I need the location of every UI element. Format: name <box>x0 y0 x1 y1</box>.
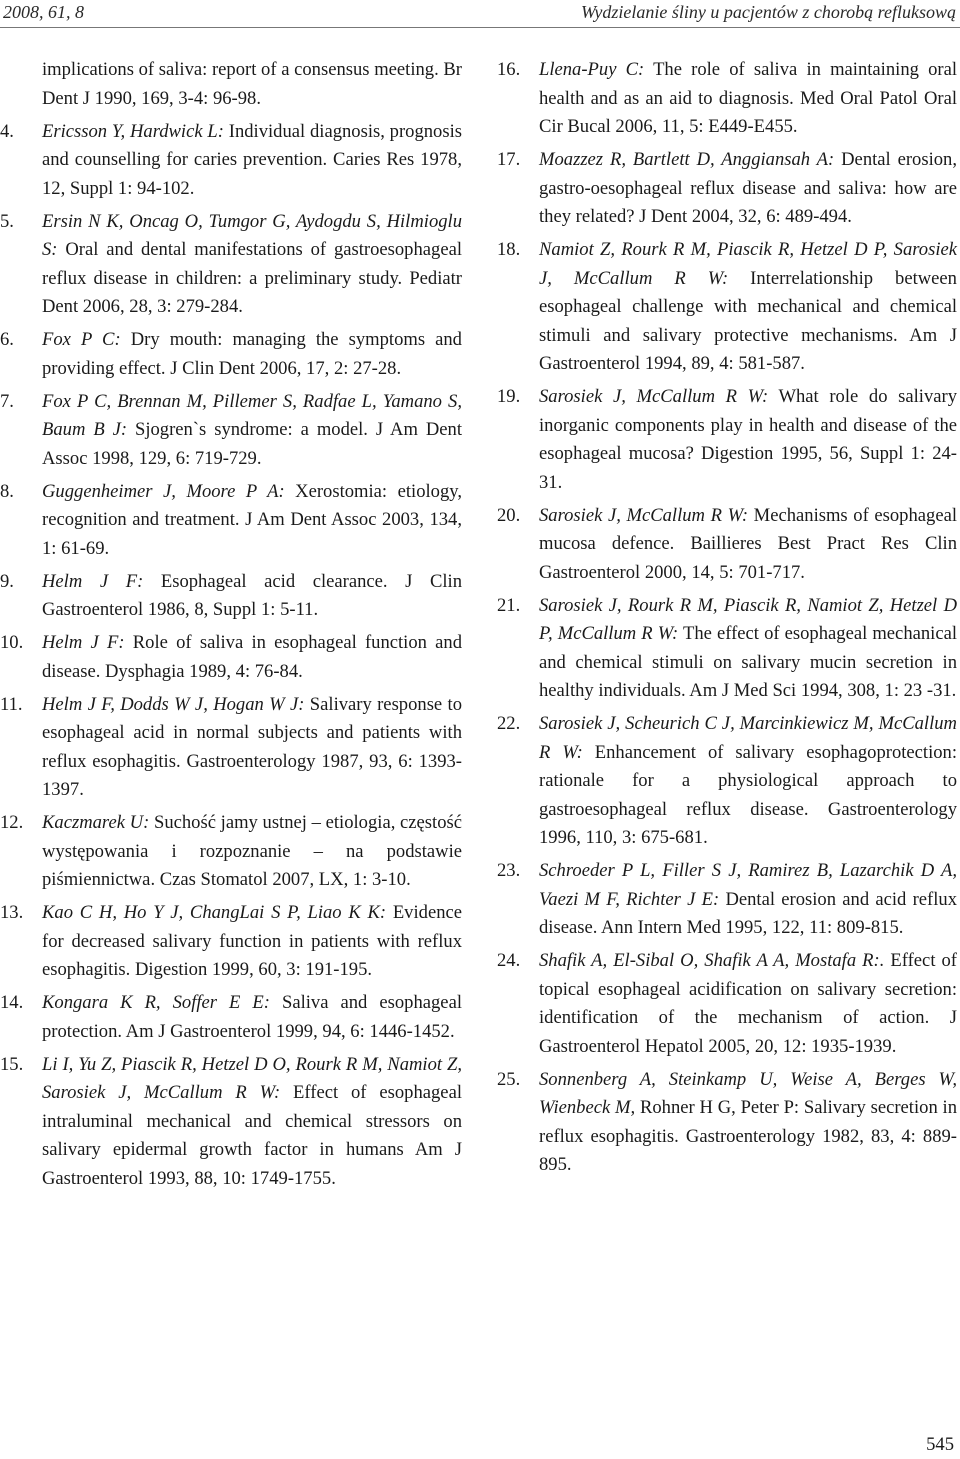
reference-details: Sjogren`s syndrome: a model. J Am Dent Assoc 1998, 129, 6: 719-729. <box>42 419 462 469</box>
reference-number: 13. <box>0 902 24 923</box>
reference-text <box>539 146 957 232</box>
reference-number: 20. <box>497 504 521 526</box>
reference-details: Suchość jamy ustnej – etiologia, częstość występowania i rozpoznanie – na podstawie piśmiennictwa. Czas Stomatol 2007, LX, 1: 3-10. <box>42 812 462 890</box>
reference-text <box>42 809 462 895</box>
reference-number: 6. <box>0 329 14 350</box>
reference-item <box>0 809 462 895</box>
reference-item <box>0 118 462 204</box>
reference-details: Esophageal acid clearance. J Clin Gastroenterol 1986, 8, Suppl 1: 5-11. <box>42 570 462 620</box>
reference-text <box>42 1051 462 1194</box>
journal-citation: 2008, 61, 8 <box>3 2 84 22</box>
reference-details: Interrelationship between esophageal challenge with mechanical and chemical stimuli and salivary protective mechanisms. Am J Gastroenterol 1994, 89, 4: 581-587. <box>539 267 957 374</box>
reference-details: Effect of esophageal intraluminal mechanical and chemical stressors on salivary epidermal growth factor in humans Am J Gastroenterol 1993, 88, 10: 1749-1755. <box>42 1082 462 1189</box>
reference-column-right <box>497 56 958 1184</box>
reference-details: Role of saliva in esophageal function and disease. Dysphagia 1989, 4: 76-84. <box>42 632 463 682</box>
reference-authors: Helm J F: <box>42 632 125 653</box>
reference-text <box>42 629 462 686</box>
reference-text <box>539 592 957 706</box>
reference-authors: Kao C H, Ho Y J, ChangLai S P, Liao K K: <box>42 902 387 923</box>
reference-number: 23. <box>497 860 521 881</box>
reference-details: Oral and dental manifestations of gastroesophageal reflux disease in children: a preliminary study. Pediatr Dent 2006, 28, 3: 279-284. <box>42 239 462 317</box>
reference-text <box>539 56 957 142</box>
reference-text <box>539 383 957 497</box>
reference-text <box>42 691 462 805</box>
reference-authors: Schroeder P L, Filler S J, Ramirez B, Lazarchik D A, Vaezi M F, Richter J E: <box>539 860 957 910</box>
reference-details: Saliva and esophageal protection. Am J Gastroenterol 1999, 94, 6: 1446-1452. <box>42 992 462 1042</box>
reference-number: 11. <box>0 693 23 715</box>
reference-number: 19. <box>497 386 521 407</box>
reference-authors: Kongara K R, Soffer E E: <box>42 992 270 1013</box>
reference-authors: Sarosiek J, McCallum R W: <box>539 386 769 407</box>
reference-authors: Li I, Yu Z, Piascik R, Hetzel D O, Rourk R M, Namiot Z, Sarosiek J, McCallum R W: <box>42 1053 462 1103</box>
reference-details: Dental erosion, gastro-oesophageal reflux disease and saliva: how are they related? J Dent 2004, 32, 6: 489-494. <box>539 149 957 227</box>
reference-details: Dry mouth: managing the symptoms and providing effect. J Clin Dent 2006, 17, 2: 27-28. <box>42 329 462 379</box>
reference-text <box>539 857 957 943</box>
reference-item <box>497 502 957 588</box>
reference-details: Rohner H G, Peter P: Salivary secretion in reflux esophagitis. Gastroenterology 1982, 83, 4: 889-895. <box>539 1097 957 1175</box>
reference-number: 22. <box>497 713 521 734</box>
reference-authors: Sonnenberg A, Steinkamp U, Weise A, Berges W, Wienbeck M, <box>539 1068 957 1118</box>
running-header <box>0 0 960 28</box>
reference-authors: Ericsson Y, Hardwick L: <box>42 120 224 142</box>
reference-details: The role of saliva in maintaining oral health and as an aid to diagnosis. Med Oral Patol Oral Cir Bucal 2006, 11, 5: E449-E455. <box>539 59 957 137</box>
reference-text <box>42 118 462 204</box>
reference-text <box>539 947 957 1061</box>
reference-item <box>497 1066 957 1180</box>
reference-details: What role do salivary inorganic components play in health and disease of the esophageal mucosa? Digestion 1995, 56, Suppl 1: 24-31. <box>539 386 957 493</box>
reference-item <box>497 592 957 706</box>
reference-details: Mechanisms of esophageal mucosa defence. Baillieres Best Pract Res Clin Gastroenterol 2000, 14, 5: 701-717. <box>539 504 957 583</box>
reference-authors: Sarosiek J, Scheurich C J, Marcinkiewicz M, McCallum R W: <box>539 713 957 763</box>
reference-number: 9. <box>0 570 14 592</box>
reference-authors: Sarosiek J, Rourk R M, Piascik R, Namiot Z, Hetzel D P, McCallum R W: <box>539 594 957 644</box>
reference-item <box>497 947 957 1061</box>
reference-text <box>539 710 957 853</box>
reference-item <box>0 568 462 625</box>
article-short-title: Wydzielanie śliny u pacjentów z chorobą refluksową <box>581 2 956 22</box>
reference-number: 10. <box>0 632 24 653</box>
reference-item <box>0 989 462 1046</box>
reference-details: Evidence for decreased salivary function in patients with reflux esophagitis. Digestion 1999, 60, 3: 191-195. <box>42 902 462 980</box>
reference-details: Enhancement of salivary esophagoprotection: rationale for a physiological approach to gastroesophageal reflux disease. Gastroenterology 1996, 110, 3: 675-681. <box>539 741 958 848</box>
reference-text <box>42 388 462 474</box>
reference-text <box>42 568 462 625</box>
reference-text <box>42 899 462 985</box>
reference-authors: Fox P C: <box>42 329 121 350</box>
reference-number: 15. <box>0 1053 24 1075</box>
reference-item <box>0 1051 462 1194</box>
reference-item <box>497 857 957 943</box>
reference-number: 4. <box>0 120 14 142</box>
reference-text <box>42 56 462 113</box>
reference-item <box>497 236 957 379</box>
reference-number: 25. <box>497 1068 521 1090</box>
reference-authors: Guggenheimer J, Moore P A: <box>42 480 285 502</box>
reference-column-left <box>0 56 463 1198</box>
reference-item <box>497 710 958 853</box>
reference-number: 12. <box>0 812 24 833</box>
reference-item <box>497 383 957 497</box>
reference-authors: Shafik A, El-Sibal O, Shafik A A, Mostafa R:. <box>539 950 885 971</box>
reference-authors: Sarosiek J, McCallum R W: <box>539 504 749 526</box>
reference-authors: Moazzez R, Bartlett D, Anggiansah A: <box>539 149 835 170</box>
reference-item <box>0 629 463 686</box>
reference-authors: Helm J F: <box>42 570 144 592</box>
header-rule <box>0 27 960 28</box>
reference-text <box>42 326 462 383</box>
reference-item <box>0 208 462 322</box>
reference-details: Effect of topical esophageal acidification on salivary secretion: identification of the mechanism of action. J Gastroenterol Hepatol 2005, 20, 12: 1935-1939. <box>539 950 957 1057</box>
reference-item <box>0 326 462 383</box>
reference-details: Salivary response to esophageal acid in normal subjects and patients with reflux esophagitis. Gastroenterology 1987, 93, 6: 1393-1397. <box>42 693 462 800</box>
reference-details: The effect of esophageal mechanical and chemical stimuli on salivary mucin secretion in healthy individuals. Am J Med Sci 1994, 308, 1: 23 -31. <box>539 623 957 701</box>
reference-details: Individual diagnosis, prognosis and counselling for caries prevention. Caries Res 1978, 12, Suppl 1: 94-102. <box>42 120 462 199</box>
reference-authors: Ersin N K, Oncag O, Tumgor G, Aydogdu S, Hilmioglu S: <box>42 210 462 260</box>
reference-number: 16. <box>497 59 521 80</box>
reference-item <box>42 56 462 113</box>
reference-item <box>497 146 957 232</box>
reference-number: 21. <box>497 594 521 616</box>
reference-details: Dental erosion and acid reflux disease. Ann Intern Med 1995, 122, 11: 809-815. <box>539 888 957 938</box>
reference-authors: Namiot Z, Rourk R M, Piascik R, Hetzel D P, Sarosiek J, McCallum R W: <box>539 239 957 289</box>
reference-details: implications of saliva: report of a consensus meeting. Br Dent J 1990, 169, 3-4: 96-98. <box>42 59 462 109</box>
reference-number: 8. <box>0 480 14 502</box>
reference-authors: Helm J F, Dodds W J, Hogan W J: <box>42 693 305 715</box>
reference-number: 24. <box>497 950 521 971</box>
reference-number: 5. <box>0 210 14 232</box>
reference-authors: Fox P C, Brennan M, Pillemer S, Radfae L, Yamano S, Baum B J: <box>42 390 462 440</box>
reference-number: 17. <box>497 149 521 170</box>
reference-item <box>497 56 957 142</box>
reference-text <box>42 478 462 564</box>
reference-item <box>0 478 462 564</box>
reference-number: 14. <box>0 992 24 1013</box>
reference-item <box>0 899 462 985</box>
reference-text <box>42 208 462 322</box>
reference-item <box>0 388 462 474</box>
reference-text <box>42 989 462 1046</box>
reference-item <box>0 691 462 805</box>
reference-number: 7. <box>0 390 14 412</box>
page-number: 545 <box>926 1434 954 1455</box>
reference-authors: Llena-Puy C: <box>539 59 645 80</box>
reference-text <box>539 502 957 588</box>
reference-authors: Kaczmarek U: <box>42 812 150 833</box>
reference-text <box>539 236 957 379</box>
reference-details: Xerostomia: etiology, recognition and treatment. J Am Dent Assoc 2003, 134, 1: 61-69. <box>42 480 462 559</box>
reference-number: 18. <box>497 239 521 260</box>
reference-text <box>539 1066 957 1180</box>
